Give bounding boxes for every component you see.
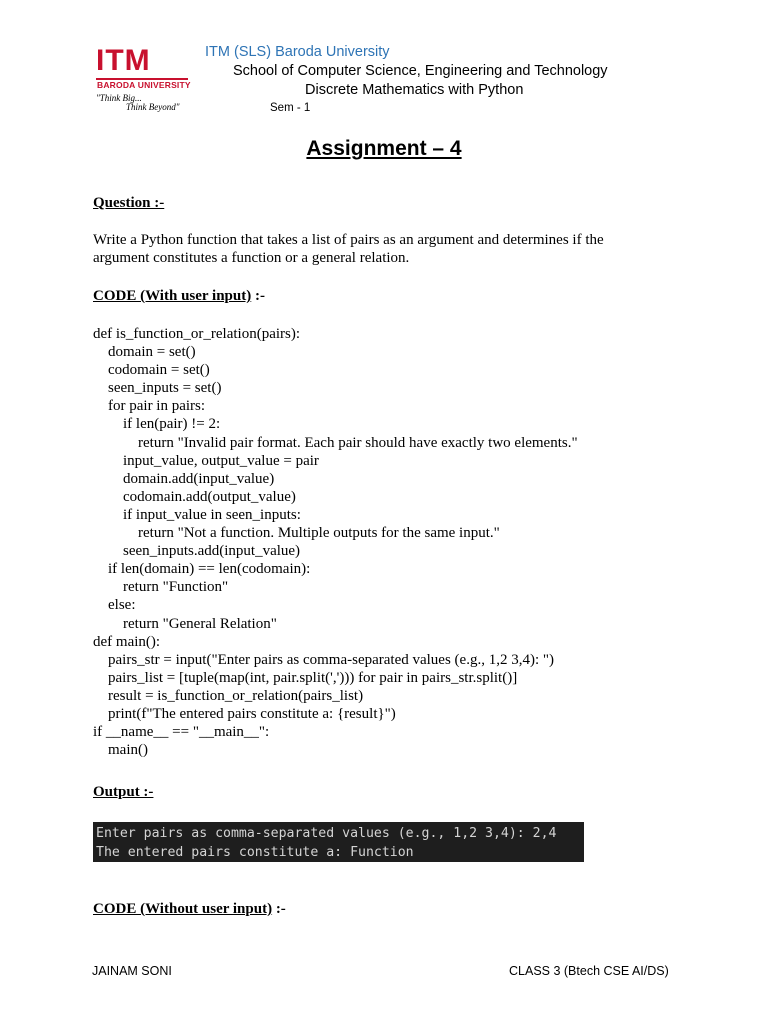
semester-label: Sem - 1 (270, 102, 311, 114)
output-heading (93, 784, 153, 801)
question-heading (93, 195, 164, 212)
code-heading (93, 288, 265, 305)
footer-class: CLASS 3 (Btech CSE AI/DS) (509, 964, 669, 978)
code-without-input-heading (93, 901, 286, 918)
code-line: input_value, output_value = pair (93, 452, 319, 469)
terminal-line: Enter pairs as comma-separated values (e.g., 1,2 3,4): 2,4 (96, 826, 557, 841)
code-line: print(f"The entered pairs constitute a: {result}") (93, 705, 396, 722)
code-line: main() (93, 742, 148, 759)
question-line: argument constitutes a function or a general relation. (93, 250, 410, 266)
assignment-title-text: Assignment – 4 (306, 137, 462, 160)
code-heading-underlined: CODE (With user input) (93, 288, 252, 304)
code-line: domain.add(input_value) (93, 470, 275, 487)
code-line: return "Function" (93, 579, 229, 596)
university-name: ITM (SLS) Baroda University (205, 44, 390, 60)
code2-heading-underlined: CODE (Without user input) (93, 901, 273, 917)
code-heading-suffix: :- (251, 288, 265, 304)
footer-author: JAINAM SONI (92, 964, 172, 978)
code-line: def is_function_or_relation(pairs): (93, 326, 301, 342)
code-line: result = is_function_or_relation(pairs_list) (93, 687, 364, 704)
subject-name: Discrete Mathematics with Python (305, 82, 524, 98)
code-line: else: (93, 597, 136, 614)
logo-mark: ITM (96, 44, 151, 77)
code-line: seen_inputs = set() (93, 380, 222, 397)
question-line: Write a Python function that takes a list of pairs as an argument and determines if the (93, 232, 604, 248)
code-line: if __name__ == "__main__": (93, 724, 270, 741)
logo-university-text: BARODA UNIVERSITY (97, 80, 191, 90)
logo-tagline-2: Think Beyond" (126, 102, 180, 112)
code-line: def main(): (93, 633, 161, 650)
code-line: pairs_str = input("Enter pairs as comma-separated values (e.g., 1,2 3,4): ") (93, 651, 554, 668)
code-line: return "General Relation" (93, 615, 277, 632)
code-line: if input_value in seen_inputs: (93, 506, 301, 523)
school-name: School of Computer Science, Engineering and Technology (233, 63, 608, 79)
university-logo (92, 44, 192, 114)
logo-tagline-1: "Think Big... (96, 93, 142, 103)
code2-heading-suffix: :- (272, 901, 286, 917)
code-line: codomain = set() (93, 362, 210, 379)
code-line: if len(pair) != 2: (93, 416, 221, 433)
code-line: pairs_list = [tuple(map(int, pair.split(','))) for pair in pairs_str.split()] (93, 669, 518, 686)
terminal-output (93, 822, 584, 862)
code-line: return "Invalid pair format. Each pair should have exactly two elements." (93, 434, 578, 451)
question-heading-text: Question :- (93, 195, 165, 211)
code-line: seen_inputs.add(input_value) (93, 543, 301, 560)
terminal-line: The entered pairs constitute a: Function (96, 845, 414, 860)
code-block (93, 325, 578, 759)
output-heading-text: Output :- (93, 784, 154, 800)
code-line: if len(domain) == len(codomain): (93, 561, 311, 578)
code-line: codomain.add(output_value) (93, 488, 296, 505)
code-line: return "Not a function. Multiple outputs for the same input." (93, 525, 500, 542)
question-text (93, 231, 604, 267)
code-line: domain = set() (93, 344, 196, 361)
assignment-title (0, 137, 768, 161)
code-line: for pair in pairs: (93, 398, 206, 415)
